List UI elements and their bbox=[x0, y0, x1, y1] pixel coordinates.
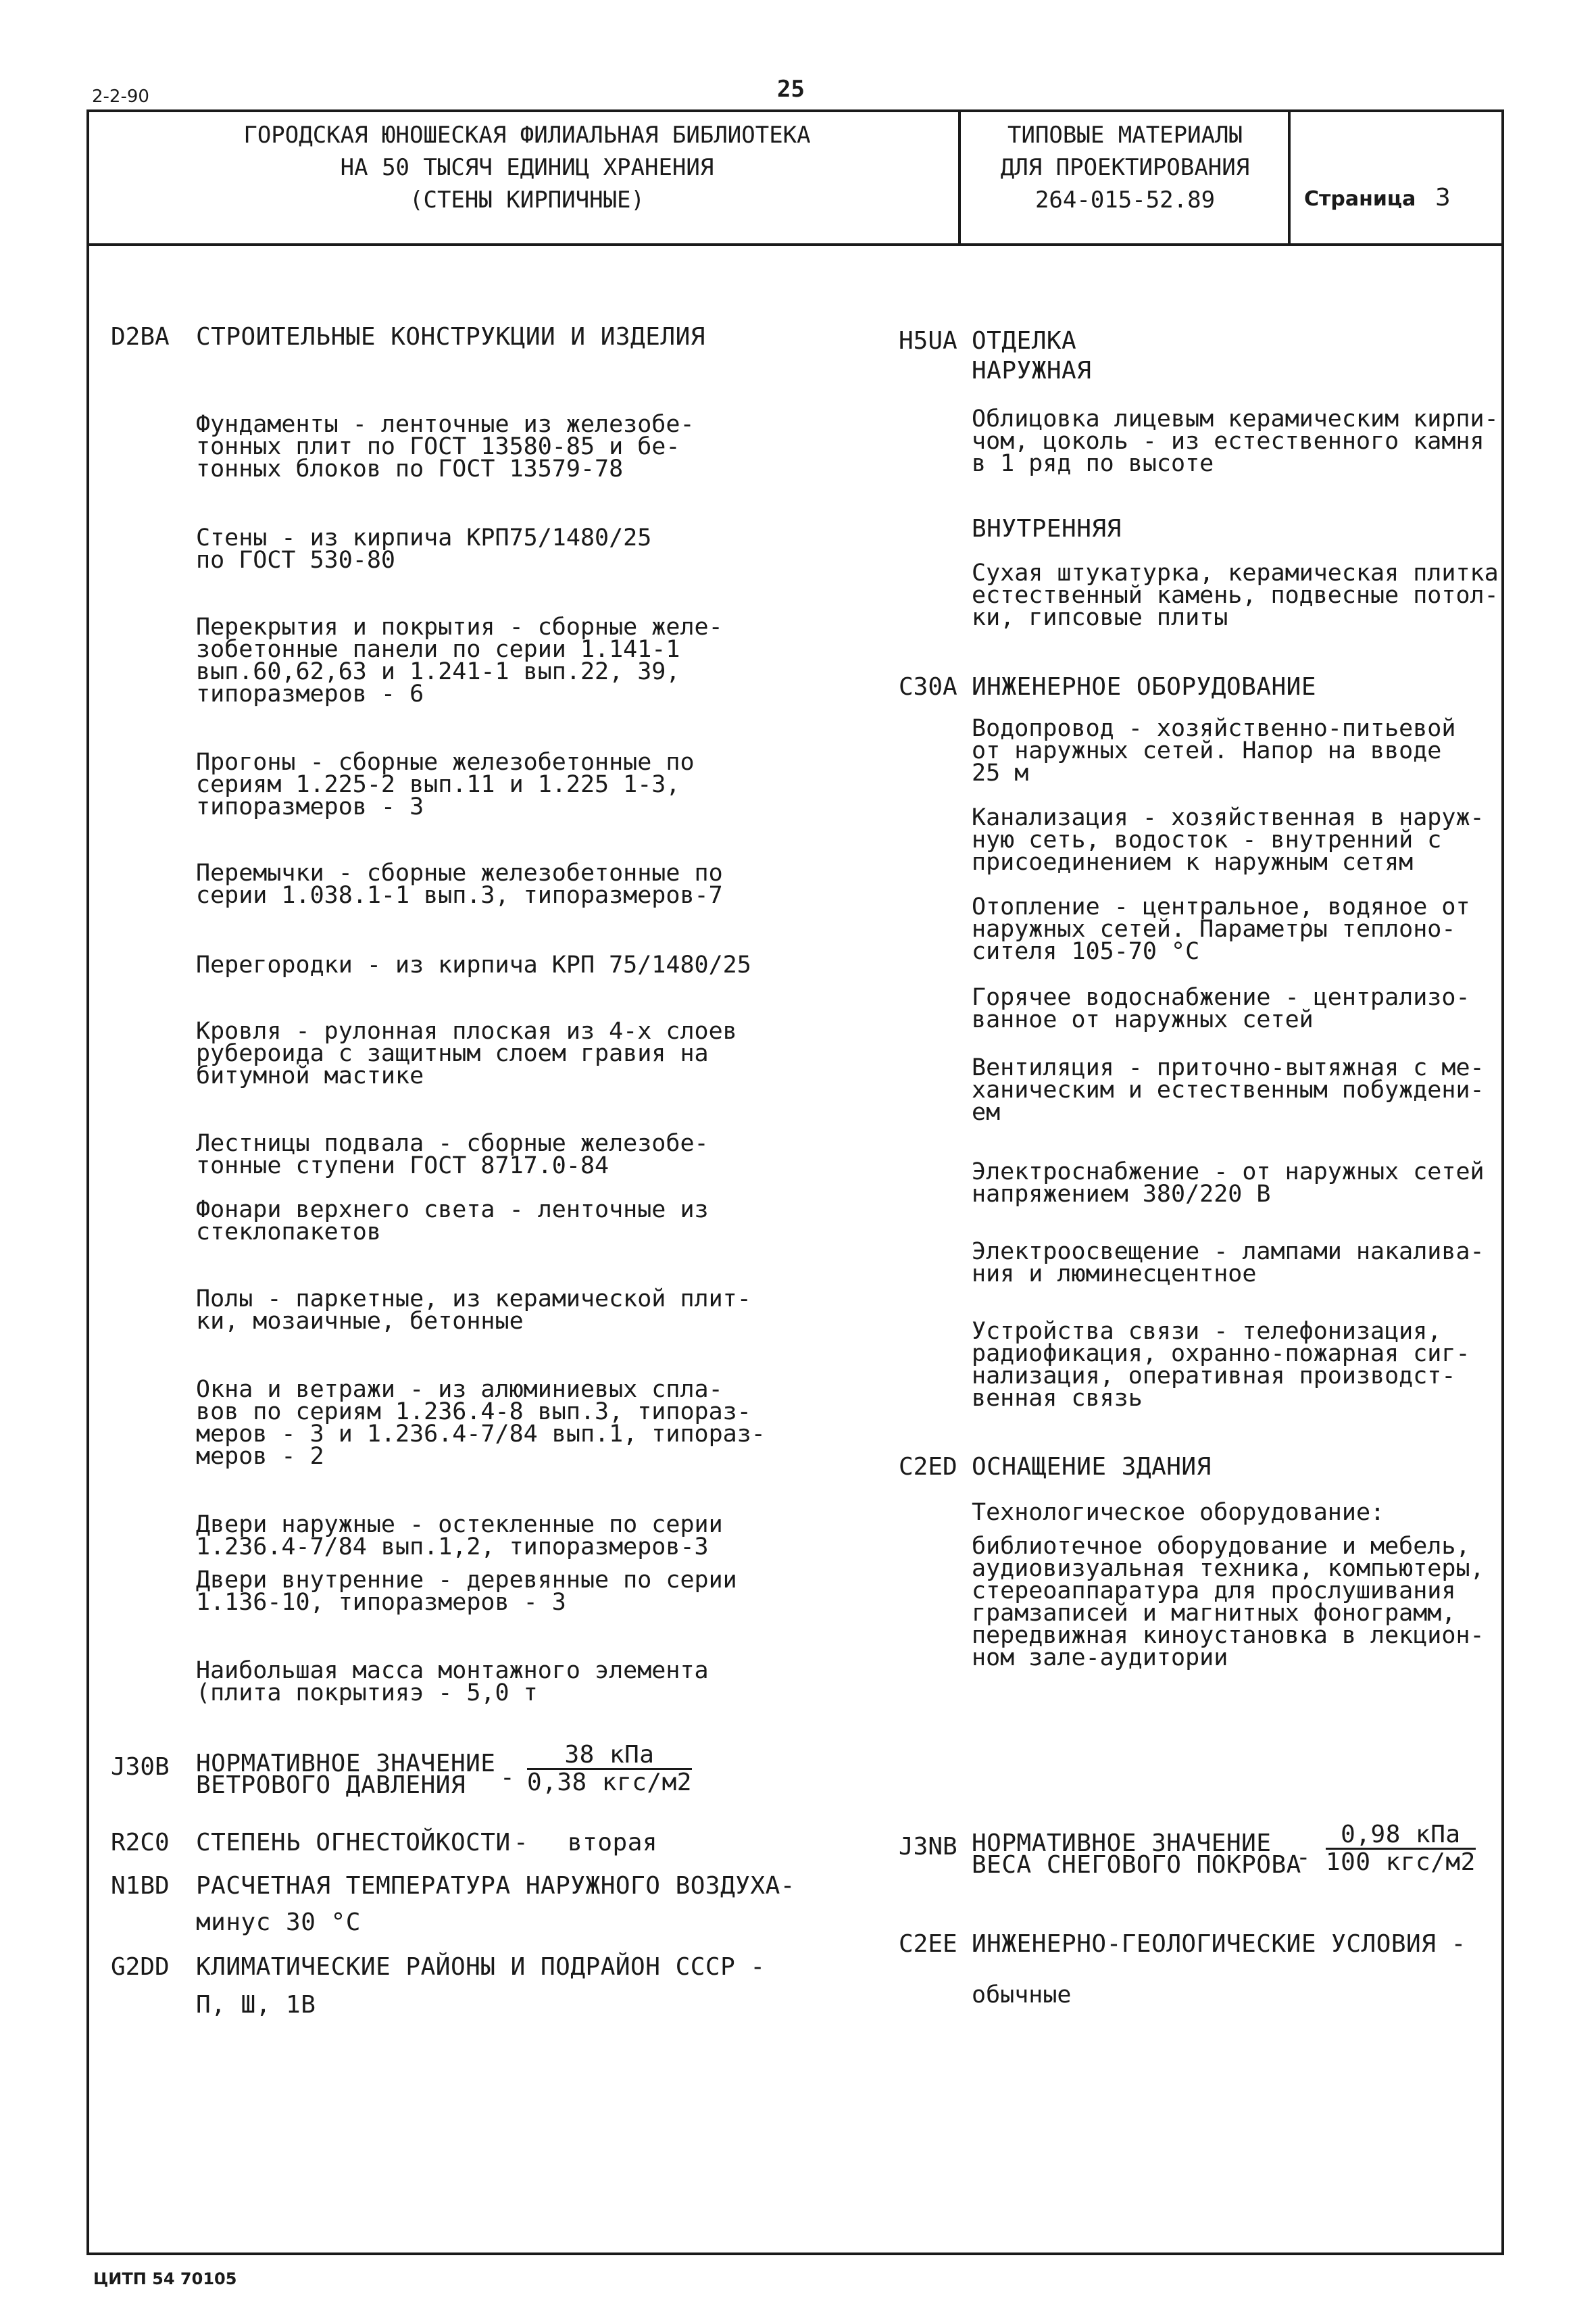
outdoor-temperature-value: минус 30 °С bbox=[196, 1909, 361, 1936]
item-windows: Окна и ветражи - из алюминиевых спла- вов по сериям 1.236.4-8 вып.3, типораз- меров - 3 и 1.236.4-7/84 вып.1, типораз- меров - 2 bbox=[196, 1376, 766, 1470]
wind-pressure-dash: - bbox=[500, 1764, 516, 1792]
series-line: ДЛЯ ПРОЕКТИРОВАНИЯ bbox=[1000, 154, 1250, 181]
item-skylights: Фонари верхнего света - ленточные из стеклопакетов bbox=[196, 1196, 709, 1246]
snow-load-kgs: 100 кгс/м2 bbox=[1326, 1848, 1476, 1876]
document-title bbox=[108, 119, 946, 216]
series-designation bbox=[966, 119, 1284, 216]
eng-ventilation: Вентиляция - приточно-вытяжная с ме- ханическим и естественным побуждени- ем bbox=[972, 1054, 1485, 1126]
eng-heating: Отопление - центральное, водяное от наружных сетей. Параметры теплоно- сителя 105-70 °С bbox=[972, 893, 1470, 965]
section-title-structures: СТРОИТЕЛЬНЫЕ КОНСТРУКЦИИ И ИЗДЕЛИЯ bbox=[196, 323, 705, 351]
equipment-text: библиотечное оборудование и мебель, аудиовизуальная техника, компьютеры, стереоаппаратура для прослушивания грамзаписей и магнитных фонограмм, передвижная киноустановка в лекцион- ном зале-аудитории bbox=[972, 1533, 1485, 1671]
wind-pressure-kgs: 0,38 кгс/м2 bbox=[527, 1769, 692, 1796]
item-purlins: Прогоны - сборные железобетонные по сериям 1.225-2 вып.11 и 1.225 1-3, типоразмеров - 3 bbox=[196, 749, 695, 820]
page-number: 25 bbox=[777, 76, 805, 103]
wind-pressure-value bbox=[527, 1742, 692, 1796]
item-partitions: Перегородки - из кирпича КРП 75/1480/25 bbox=[196, 952, 751, 979]
outdoor-temperature-title: РАСЧЕТНАЯ ТЕМПЕРАТУРА НАРУЖНОГО ВОЗДУХА- bbox=[196, 1872, 795, 1900]
item-foundations: Фундаменты - ленточные из железобе- тонных плит по ГОСТ 13580-85 и бе- тонных блоков по ГОСТ 13579-78 bbox=[196, 411, 695, 483]
sheet-corner-code: 2-2-90 bbox=[92, 87, 149, 107]
item-lintels: Перемычки - сборные железобетонные по серии 1.038.1-1 вып.3, типоразмеров-7 bbox=[196, 860, 723, 909]
wind-pressure-title bbox=[196, 1750, 496, 1799]
outer-finish-text: Облицовка лицевым керамическим кирпи- чом, цоколь - из естественного камня в 1 ряд по высоте bbox=[972, 405, 1499, 477]
eng-communications: Устройства связи - телефонизация, радиофикация, охранно-пожарная сиг- нализация, оперативная производст- венная связь bbox=[972, 1318, 1470, 1412]
eng-power-supply: Электроснабжение - от наружных сетей напряжением 380/220 В bbox=[972, 1158, 1485, 1208]
item-roof: Кровля - рулонная плоская из 4-х слоев рубероида с защитным слоем гравия на битумной мастике bbox=[196, 1018, 737, 1089]
wind-title-line: ВЕТРОВОГО ДАВЛЕНИЯ bbox=[196, 1771, 466, 1799]
page-label-value: 3 bbox=[1435, 184, 1451, 212]
snow-title-line: ВЕСА СНЕГОВОГО ПОКРОВА bbox=[972, 1851, 1301, 1879]
section-title-finishing: ОТДЕЛКА bbox=[972, 327, 1077, 355]
section-code-c30a: C30A bbox=[899, 673, 957, 701]
section-code-r2c0: R2C0 bbox=[111, 1829, 170, 1856]
series-line: ТИПОВЫЕ МАТЕРИАЛЫ bbox=[1007, 122, 1243, 149]
eng-hot-water: Горячее водоснабжение - централизо- ванное от наружных сетей bbox=[972, 984, 1470, 1033]
title-line: (СТЕНЫ КИРПИЧНЫЕ) bbox=[409, 187, 645, 214]
item-floors: Перекрытия и покрытия - сборные желе- зобетонные панели по серии 1.141-1 вып.60,62,63 и 1.241-1 вып.22, 39, типоразмеров - 6 bbox=[196, 614, 723, 708]
series-line: 264-015-52.89 bbox=[1034, 187, 1216, 214]
title-line: ГОРОДСКАЯ ЮНОШЕСКАЯ ФИЛИАЛЬНАЯ БИБЛИОТЕКА bbox=[243, 122, 811, 149]
item-floors-finish: Полы - паркетные, из керамической плит- ки, мозаичные, бетонные bbox=[196, 1285, 751, 1335]
section-title-engineering: ИНЖЕНЕРНОЕ ОБОРУДОВАНИЕ bbox=[972, 673, 1316, 701]
section-code-d2ba: D2BA bbox=[111, 323, 170, 351]
fire-resistance-dash: - bbox=[514, 1829, 529, 1856]
wind-pressure-fraction bbox=[527, 1742, 692, 1796]
outer-finish-title: НАРУЖНАЯ bbox=[972, 357, 1092, 385]
snow-title-line: НОРМАТИВНОЕ ЗНАЧЕНИЕ bbox=[972, 1829, 1272, 1857]
item-basement-stairs: Лестницы подвала - сборные железобе- тонные ступени ГОСТ 8717.0-84 bbox=[196, 1130, 709, 1179]
page-label-text: Страница bbox=[1304, 187, 1416, 211]
geology-title: ИНЖЕНЕРНО-ГЕОЛОГИЧЕСКИЕ УСЛОВИЯ - bbox=[972, 1930, 1466, 1958]
fire-resistance-value: вторая bbox=[568, 1829, 658, 1856]
section-code-n1bd: N1BD bbox=[111, 1872, 170, 1900]
section-title-equipment: ОСНАЩЕНИЕ ЗДАНИЯ bbox=[972, 1453, 1212, 1481]
section-code-j30b: J30B bbox=[111, 1753, 170, 1781]
item-max-mass: Наибольшая масса монтажного элемента (плита покрытияэ - 5,0 т bbox=[196, 1657, 709, 1706]
snow-load-title bbox=[972, 1829, 1301, 1879]
wind-pressure-kpa: 38 кПа bbox=[527, 1742, 692, 1770]
snow-load-dash: - bbox=[1296, 1844, 1312, 1871]
item-inner-doors: Двери внутренние - деревянные по серии 1.136-10, типоразмеров - 3 bbox=[196, 1567, 737, 1616]
item-outer-doors: Двери наружные - остекленные по серии 1.236.4-7/84 вып.1,2, типоразмеров-3 bbox=[196, 1511, 723, 1560]
item-walls: Стены - из кирпича КРП75/1480/25 по ГОСТ 530-80 bbox=[196, 524, 652, 574]
section-code-g2dd: G2DD bbox=[111, 1953, 170, 1981]
header-separator-2 bbox=[1288, 109, 1291, 245]
section-code-c2ee: C2EE bbox=[899, 1930, 957, 1958]
geology-value: обычные bbox=[972, 1981, 1072, 2009]
climatic-regions-title: КЛИМАТИЧЕСКИЕ РАЙОНЫ И ПОДРАЙОН СССР - bbox=[196, 1953, 766, 1981]
header-separator-1 bbox=[958, 109, 961, 245]
snow-load-value bbox=[1326, 1822, 1476, 1875]
inner-finish-text: Сухая штукатурка, керамическая плитка естественный камень, подвесные потол- ки, гипсовые плиты bbox=[972, 560, 1499, 631]
climatic-regions-value: П, Ш, 1В bbox=[196, 1991, 316, 2019]
eng-lighting: Электроосвещение - лампами накалива- ния и люминесцентное bbox=[972, 1238, 1485, 1287]
header-divider bbox=[86, 243, 1504, 246]
wind-title-line: НОРМАТИВНОЕ ЗНАЧЕНИЕ bbox=[196, 1750, 496, 1777]
page-label bbox=[1304, 184, 1451, 212]
eng-sewerage: Канализация - хозяйственная в наруж- ную сеть, водосток - внутренний с присоединением к наружным сетям bbox=[972, 804, 1485, 876]
section-code-h5ua: H5UA bbox=[899, 327, 957, 355]
fire-resistance-title: СТЕПЕНЬ ОГНЕСТОЙКОСТИ bbox=[196, 1829, 511, 1856]
title-line: НА 50 ТЫСЯЧ ЕДИНИЦ ХРАНЕНИЯ bbox=[340, 154, 714, 181]
equipment-title: Технологическое оборудование: bbox=[972, 1499, 1385, 1526]
inner-finish-title: ВНУТРЕННЯЯ bbox=[972, 515, 1122, 543]
eng-water-supply: Водопровод - хозяйственно-питьевой от наружных сетей. Напор на вводе 25 м bbox=[972, 715, 1456, 787]
footer-stamp: ЦИТП 54 70105 bbox=[93, 2269, 237, 2288]
snow-load-kpa: 0,98 кПа bbox=[1326, 1822, 1476, 1850]
snow-load-fraction bbox=[1326, 1822, 1476, 1875]
section-code-j3nb: J3NB bbox=[899, 1833, 957, 1861]
section-code-c2ed: C2ED bbox=[899, 1453, 957, 1481]
